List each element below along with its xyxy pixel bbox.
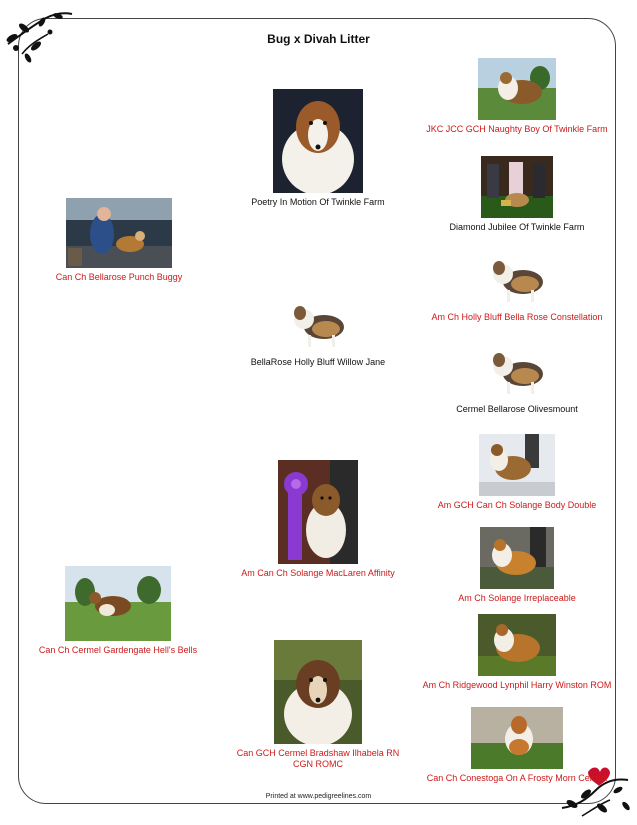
dog-name: Am GCH Can Ch Solange Body Double bbox=[437, 500, 597, 510]
dog-name: Can Ch Cermel Gardengate Hell's Bells bbox=[38, 645, 198, 655]
dog-name: Can GCH Cermel Bradshaw Ilhabela RN CGN ROMC bbox=[236, 748, 400, 769]
dog-name: BellaRose Holly Bluff Willow Jane bbox=[250, 357, 386, 367]
pedigree-entry-sire[interactable] bbox=[30, 198, 208, 283]
dog-photo bbox=[286, 297, 350, 353]
page-title: Bug x Divah Litter bbox=[267, 32, 370, 46]
dog-photo bbox=[480, 527, 554, 589]
dog-photo bbox=[273, 89, 363, 193]
pedigree-entry-ds-sire[interactable] bbox=[422, 434, 612, 511]
dog-photo bbox=[479, 434, 555, 496]
pedigree-entry-dam-dam[interactable] bbox=[228, 640, 408, 770]
print-footer: Printed at www.pedigreelines.com bbox=[265, 793, 372, 800]
dog-name: Can Ch Conestoga On A Frosty Morn Cermel bbox=[426, 773, 608, 783]
pedigree-entry-dam-sire[interactable] bbox=[228, 460, 408, 579]
dog-name: Poetry In Motion Of Twinkle Farm bbox=[251, 197, 385, 207]
pedigree-entry-dd-dam[interactable] bbox=[422, 707, 612, 784]
dog-photo bbox=[485, 252, 549, 308]
dog-photo bbox=[481, 156, 553, 218]
pedigree-entry-dd-sire[interactable] bbox=[422, 614, 612, 691]
dog-name: Am Can Ch Solange MacLaren Affinity bbox=[241, 568, 395, 578]
dog-name: Diamond Jubilee Of Twinkle Farm bbox=[449, 222, 585, 232]
dog-photo bbox=[478, 614, 556, 676]
dog-photo bbox=[274, 640, 362, 744]
dog-photo bbox=[66, 198, 172, 268]
dog-name: Can Ch Bellarose Punch Buggy bbox=[55, 272, 183, 282]
dog-name: JKC JCC GCH Naughty Boy Of Twinkle Farm bbox=[426, 124, 608, 134]
dog-photo bbox=[278, 460, 358, 564]
dog-photo bbox=[471, 707, 563, 769]
dog-name: Am Ch Holly Bluff Bella Rose Constellation bbox=[431, 312, 603, 322]
pedigree-entry-ss-dam[interactable] bbox=[422, 156, 612, 233]
pedigree-entry-sire-dam[interactable] bbox=[228, 297, 408, 368]
dog-photo bbox=[65, 566, 171, 641]
dog-name: Am Ch Ridgewood Lynphil Harry Winston ROM bbox=[422, 680, 612, 690]
pedigree-entry-sd-dam[interactable] bbox=[422, 344, 612, 415]
pedigree-entry-sd-sire[interactable] bbox=[422, 252, 612, 323]
dog-photo bbox=[485, 344, 549, 400]
pedigree-entry-sire-sire[interactable] bbox=[228, 89, 408, 208]
pedigree-entry-ss-sire[interactable] bbox=[422, 58, 612, 135]
dog-name: Am Ch Solange Irreplaceable bbox=[458, 593, 576, 603]
pedigree-entry-ds-dam[interactable] bbox=[422, 527, 612, 604]
pedigree-entry-dam[interactable] bbox=[18, 566, 218, 656]
dog-name: Cermel Bellarose Olivesmount bbox=[456, 404, 578, 414]
dog-photo bbox=[478, 58, 556, 120]
